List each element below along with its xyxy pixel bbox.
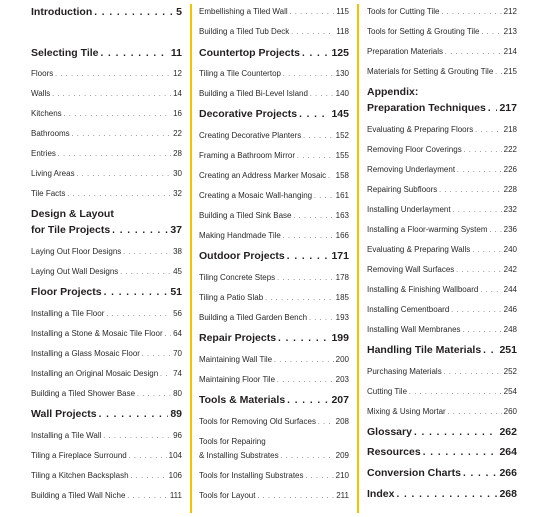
toc-entry[interactable] [367, 47, 517, 56]
toc-entry-title: Building a Tiled Tub Deck [199, 27, 290, 36]
dot-leader [278, 333, 329, 344]
toc-entry-page: 22 [173, 129, 182, 138]
dot-leader [58, 152, 171, 158]
toc-entry[interactable] [31, 69, 182, 78]
dot-leader [64, 112, 171, 118]
toc-entry[interactable] [199, 191, 349, 200]
toc-entry-title: Making Handmade Tile [199, 231, 281, 240]
toc-entry[interactable] [199, 171, 349, 180]
column-divider-1 [190, 4, 192, 513]
dot-leader [265, 296, 333, 302]
toc-entry[interactable] [31, 286, 182, 298]
toc-entry[interactable] [199, 108, 349, 120]
dot-leader [409, 390, 502, 396]
toc-entry-page: 178 [335, 273, 349, 282]
dot-leader [441, 10, 501, 16]
toc-entry-page: 200 [335, 355, 349, 364]
toc-entry[interactable] [367, 488, 517, 500]
toc-entry-page: 80 [173, 389, 182, 398]
toc-entry[interactable] [367, 185, 517, 194]
toc-entry-page: 260 [503, 407, 517, 416]
toc-entry[interactable] [199, 273, 349, 282]
toc-entry-page: 212 [503, 7, 517, 16]
dot-leader [309, 316, 334, 322]
toc-entry[interactable] [199, 313, 349, 322]
dot-leader [475, 128, 501, 134]
dot-leader [257, 494, 334, 500]
toc-entry[interactable] [367, 265, 517, 274]
toc-entry-title: Introduction [31, 5, 93, 18]
dot-leader [281, 454, 334, 460]
toc-entry-title: Outdoor Projects [199, 249, 285, 262]
toc-entry-title: Framing a Bathroom Mirror [199, 151, 296, 160]
toc-entry-title: Selecting Tile [31, 46, 99, 59]
toc-entry[interactable] [199, 211, 349, 220]
dot-leader [303, 134, 333, 140]
toc-entry[interactable] [31, 369, 182, 378]
toc-entry-page: 11 [170, 46, 182, 59]
toc-entry[interactable] [31, 247, 182, 256]
toc-entry[interactable] [199, 250, 349, 262]
toc-entry-page: 218 [503, 125, 517, 134]
dot-leader [495, 70, 501, 76]
toc-entry-title: Embellishing a Tiled Wall [199, 7, 288, 16]
toc-entry[interactable] [367, 225, 517, 234]
toc-entry[interactable] [31, 431, 182, 440]
dot-leader [310, 92, 334, 98]
toc-entry-title: Building a Tiled Wall Niche [31, 491, 126, 500]
toc-entry-title: Installing an Original Mosaic Design [31, 369, 159, 378]
toc-entry-title: Tools & Materials [199, 393, 286, 406]
toc-entry-title: Installing Wall Membranes [367, 325, 461, 334]
toc-entry-page: 268 [499, 487, 517, 500]
toc-entry-page: 30 [173, 169, 182, 178]
toc-entry-title: Maintaining Wall Tile [199, 355, 273, 364]
toc-entry-title-line1: Tools for Repairing [199, 437, 266, 446]
dot-leader [283, 72, 334, 78]
toc-entry-title: Materials for Setting & Grouting Tile [367, 67, 494, 76]
toc-entry-title: Floor Projects [31, 285, 102, 298]
toc-entry-title: Handling Tile Materials [367, 343, 482, 356]
toc-entry-page: 32 [173, 189, 182, 198]
toc-entry-title: Installing a Floor-warming System [367, 225, 488, 234]
dot-leader [451, 308, 501, 314]
toc-entry-title: Maintaining Floor Tile [199, 375, 276, 384]
dot-leader [106, 312, 171, 318]
toc-entry-page: 228 [503, 185, 517, 194]
toc-entry[interactable] [31, 408, 182, 420]
toc-entry-page: 193 [335, 313, 349, 322]
dot-leader [137, 392, 171, 398]
toc-entry-title: Installing Underlayment [367, 205, 451, 214]
toc-entry-page: 161 [335, 191, 349, 200]
dot-leader [72, 132, 171, 138]
toc-entry-page: 38 [173, 247, 182, 256]
toc-entry-title: Installing a Tile Wall [31, 431, 102, 440]
toc-entry[interactable] [367, 145, 517, 154]
toc-entry[interactable] [199, 375, 349, 384]
toc-entry[interactable] [31, 6, 182, 18]
dot-leader [129, 454, 167, 460]
toc-entry[interactable] [199, 491, 349, 500]
toc-entry-title: Tiling Concrete Steps [199, 273, 276, 282]
toc-entry[interactable] [367, 245, 517, 254]
toc-entry-page: 28 [173, 149, 182, 158]
toc-entry-title: Creating Decorative Planters [199, 131, 302, 140]
dot-leader [112, 225, 168, 236]
dot-leader [142, 352, 171, 358]
toc-entry[interactable] [199, 471, 349, 480]
dot-leader [131, 474, 167, 480]
toc-entry[interactable] [31, 329, 182, 338]
dot-leader [277, 276, 333, 282]
toc-entry-page: 152 [335, 131, 349, 140]
toc-entry-title: Mixing & Using Mortar [367, 407, 446, 416]
dot-leader [489, 228, 501, 234]
toc-entry-title: Removing Wall Surfaces [367, 265, 455, 274]
toc-entry-title: & Installing Substrates [199, 451, 279, 460]
toc-entry[interactable] [31, 129, 182, 138]
toc-entry-title: Tools for Layout [199, 491, 256, 500]
dot-leader [306, 474, 334, 480]
dot-leader [453, 208, 502, 214]
toc-entry-title: Installing Cementboard [367, 305, 450, 314]
toc-entry-title: Bathrooms [31, 129, 70, 138]
toc-entry-title: Tools for Cutting Tile [367, 7, 440, 16]
dot-leader [274, 358, 334, 364]
toc-entry-page: 115 [336, 7, 349, 16]
toc-entry[interactable] [31, 47, 182, 59]
toc-entry[interactable] [199, 355, 349, 364]
toc-entry-page: 248 [503, 325, 517, 334]
toc-entry-title: Repairing Subfloors [367, 185, 438, 194]
toc-entry-page: 215 [503, 67, 517, 76]
dot-leader [302, 48, 330, 59]
toc-entry-title: Evaluating & Preparing Walls [367, 245, 471, 254]
toc-entry-page: 264 [499, 445, 517, 458]
toc-entry-page: 203 [335, 375, 349, 384]
toc-entry[interactable] [367, 205, 517, 214]
toc-entry-page: 171 [331, 249, 349, 262]
toc-entry[interactable] [199, 231, 349, 240]
dot-leader [423, 447, 498, 458]
toc-entry-title: Building a Tiled Sink Base [199, 211, 292, 220]
toc-entry-page: 118 [336, 27, 349, 36]
toc-entry-title: Installing a Glass Mosaic Floor [31, 349, 140, 358]
toc-entry-title: Installing a Stone & Mosaic Tile Floor [31, 329, 163, 338]
toc-entry-title: Tools for Removing Old Surfaces [199, 417, 316, 426]
dot-leader [291, 30, 334, 36]
toc-entry-page: 64 [173, 329, 182, 338]
toc-entry-title: Cutting Tile [367, 387, 408, 396]
toc-entry-title: Creating an Address Marker Mosaic [199, 171, 327, 180]
dot-leader [99, 409, 169, 420]
dot-leader [463, 468, 498, 479]
toc-entry-title: Resources [367, 445, 421, 458]
toc-entry-title: Purchasing Materials [367, 367, 442, 376]
toc-entry-page: 104 [168, 451, 182, 460]
toc-entry-page: 240 [503, 245, 517, 254]
toc-entry[interactable] [367, 102, 517, 114]
toc-entry[interactable] [367, 285, 517, 294]
toc-entry-page: 252 [503, 367, 517, 376]
toc-entry-page: 56 [173, 309, 182, 318]
dot-leader [165, 332, 171, 338]
toc-entry[interactable] [367, 125, 517, 134]
dot-leader [160, 372, 171, 378]
toc-entry[interactable] [31, 349, 182, 358]
toc-entry-page: 111 [169, 491, 182, 500]
toc-entry-page: 14 [173, 89, 182, 98]
toc-entry-page: 210 [335, 471, 349, 480]
toc-entry[interactable] [199, 27, 349, 36]
toc-entry-page: 208 [335, 417, 349, 426]
toc-entry[interactable] [31, 189, 182, 198]
toc-entry-title: Preparation Techniques [367, 101, 486, 114]
dot-leader [55, 72, 171, 78]
toc-entry[interactable] [199, 47, 349, 59]
toc-entry[interactable] [199, 417, 349, 426]
toc-entry[interactable] [367, 344, 517, 356]
column-divider-2 [357, 4, 359, 513]
toc-entry-page: 37 [170, 223, 182, 236]
toc-entry-page: 213 [503, 27, 517, 36]
dot-leader [448, 410, 502, 416]
toc-entry[interactable] [199, 151, 349, 160]
toc-entry-page: 70 [173, 349, 182, 358]
toc-entry-page: 236 [503, 225, 517, 234]
toc-entry[interactable] [31, 267, 182, 276]
toc-entry-page: 244 [503, 285, 517, 294]
dot-leader [287, 395, 329, 406]
toc-entry-page: 246 [503, 305, 517, 314]
toc-entry[interactable] [367, 165, 517, 174]
toc-entry-title: Tiling a Patio Slab [199, 293, 264, 302]
dot-leader [123, 250, 171, 256]
toc-entry-title: Installing a Tile Floor [31, 309, 105, 318]
dot-leader [67, 192, 171, 198]
toc-entry[interactable] [31, 491, 182, 500]
toc-entry-title: for Tile Projects [31, 223, 111, 236]
toc-entry-page: 214 [503, 47, 517, 56]
toc-entry-page: 254 [503, 387, 517, 396]
toc-entry[interactable] [367, 446, 517, 458]
toc-entry-title: Laying Out Wall Designs [31, 267, 119, 276]
toc-entry[interactable] [199, 89, 349, 98]
toc-entry[interactable] [199, 7, 349, 16]
toc-entry[interactable] [31, 149, 182, 158]
toc-entry-page: 222 [503, 145, 517, 154]
dot-leader [480, 288, 501, 294]
toc-entry[interactable] [31, 89, 182, 98]
toc-entry-title: Removing Floor Coverings [367, 145, 462, 154]
dot-leader [101, 48, 169, 59]
toc-entry-page: 209 [335, 451, 349, 460]
toc-entry-title: Installing & Finishing Wallboard [367, 285, 479, 294]
dot-leader [318, 420, 334, 426]
toc-entry-title: Tools for Setting & Grouting Tile [367, 27, 480, 36]
toc-entry-title-line1: Appendix: [367, 85, 419, 98]
dot-leader [103, 434, 171, 440]
toc-entry-title: Tiling a Fireplace Surround [31, 451, 127, 460]
toc-entry-title: Floors [31, 69, 54, 78]
toc-entry[interactable] [31, 169, 182, 178]
toc-entry[interactable] [367, 407, 517, 416]
dot-leader [294, 214, 334, 220]
dot-leader [396, 489, 497, 500]
toc-entry-page: 140 [335, 89, 349, 98]
toc-entry-title: Glossary [367, 425, 412, 438]
dot-leader [299, 109, 329, 120]
toc-entry-page: 163 [335, 211, 349, 220]
toc-entry-page: 16 [173, 109, 182, 118]
toc-entry[interactable] [199, 451, 349, 460]
toc-entry[interactable] [199, 394, 349, 406]
dot-leader [457, 168, 502, 174]
dot-leader [488, 103, 498, 114]
dot-leader [456, 268, 501, 274]
toc-entry-title: Tools for Installing Substrates [199, 471, 304, 480]
dot-leader [464, 148, 502, 154]
toc-entry-page: 130 [335, 69, 349, 78]
toc-entry-title: Building a Tiled Bi-Level Island [199, 89, 308, 98]
toc-entry-title: Building a Tiled Shower Base [31, 389, 136, 398]
toc-entry-title: Wall Projects [31, 407, 97, 420]
toc-entry-page: 185 [335, 293, 349, 302]
dot-leader [127, 494, 167, 500]
dot-leader [297, 154, 334, 160]
toc-entry-page: 211 [336, 491, 349, 500]
toc-entry-page: 266 [499, 466, 517, 479]
toc-entry-title: Preparation Materials [367, 47, 444, 56]
toc-entry-title: Tiling a Kitchen Backsplash [31, 471, 129, 480]
toc-entry[interactable] [367, 426, 517, 438]
toc-entry-page: 155 [335, 151, 349, 160]
toc-entry-title: Walls [31, 89, 51, 98]
toc-entry-page: 199 [331, 331, 349, 344]
toc-entry-page: 12 [173, 69, 182, 78]
toc-entry[interactable] [31, 109, 182, 118]
dot-leader [290, 10, 335, 16]
toc-entry-title: Countertop Projects [199, 46, 300, 59]
dot-leader [94, 7, 174, 18]
toc-entry-title: Index [367, 487, 395, 500]
dot-leader [120, 270, 171, 276]
toc-entry[interactable] [367, 325, 517, 334]
toc-entry-title: Laying Out Floor Designs [31, 247, 122, 256]
toc-entry-page: 45 [173, 267, 182, 276]
toc-entry-page: 145 [331, 107, 349, 120]
toc-entry-title: Repair Projects [199, 331, 277, 344]
toc-entry-page: 262 [499, 425, 517, 438]
toc-entry[interactable] [199, 69, 349, 78]
dot-leader [314, 194, 334, 200]
toc-entry[interactable] [199, 131, 349, 140]
toc-entry-title: Entries [31, 149, 56, 158]
toc-entry[interactable] [31, 309, 182, 318]
dot-leader [328, 174, 333, 180]
toc-entry-title: Evaluating & Preparing Floors [367, 125, 474, 134]
toc-entry-page: 158 [335, 171, 349, 180]
toc-entry-title: Removing Underlayment [367, 165, 456, 174]
dot-leader [463, 328, 502, 334]
dot-leader [277, 378, 334, 384]
dot-leader [444, 370, 502, 376]
toc-entry[interactable] [367, 467, 517, 479]
toc-entry[interactable] [367, 67, 517, 76]
toc-entry[interactable] [31, 389, 182, 398]
toc-entry[interactable] [31, 471, 182, 480]
toc-entry-page: 207 [331, 393, 349, 406]
toc-entry-page: 51 [170, 285, 182, 298]
toc-entry[interactable] [367, 367, 517, 376]
toc-entry-title: Decorative Projects [199, 107, 298, 120]
toc-entry-title: Conversion Charts [367, 466, 461, 479]
toc-entry-page: 125 [331, 46, 349, 59]
toc-entry-title: Kitchens [31, 109, 62, 118]
toc-entry-title: Living Areas [31, 169, 75, 178]
toc-entry-title: Tile Facts [31, 189, 66, 198]
dot-leader [287, 251, 330, 262]
dot-leader [445, 50, 502, 56]
toc-entry[interactable] [31, 451, 182, 460]
toc-entry-page: 106 [168, 471, 182, 480]
dot-leader [483, 345, 497, 356]
toc-entry-page: 89 [170, 407, 182, 420]
dot-leader [283, 234, 334, 240]
toc-entry-page: 96 [173, 431, 182, 440]
dot-leader [414, 427, 498, 438]
toc-entry[interactable] [367, 27, 517, 36]
dot-leader [104, 287, 169, 298]
toc-entry-page: 5 [176, 5, 182, 18]
toc-entry[interactable] [367, 305, 517, 314]
toc-entry-page: 226 [503, 165, 517, 174]
toc-entry-page: 232 [503, 205, 517, 214]
toc-entry-title: Tiling a Tile Countertop [199, 69, 281, 78]
toc-entry[interactable] [31, 224, 182, 236]
toc-entry[interactable] [199, 332, 349, 344]
toc-entry[interactable] [367, 7, 517, 16]
toc-entry[interactable] [199, 293, 349, 302]
toc-entry[interactable] [367, 387, 517, 396]
dot-leader [439, 188, 501, 194]
toc-entry-title: Building a Tiled Garden Bench [199, 313, 308, 322]
toc-entry-title: Creating a Mosaic Wall-hanging [199, 191, 313, 200]
dot-leader [52, 92, 171, 98]
toc-entry-page: 217 [499, 101, 517, 114]
toc-entry-page: 242 [503, 265, 517, 274]
dot-leader [472, 248, 501, 254]
toc-entry-title-line1: Design & Layout [31, 207, 114, 220]
toc-entry-page: 166 [335, 231, 349, 240]
dot-leader [482, 30, 502, 36]
toc-entry-page: 251 [499, 343, 517, 356]
toc-entry-page: 74 [173, 369, 182, 378]
dot-leader [77, 172, 172, 178]
